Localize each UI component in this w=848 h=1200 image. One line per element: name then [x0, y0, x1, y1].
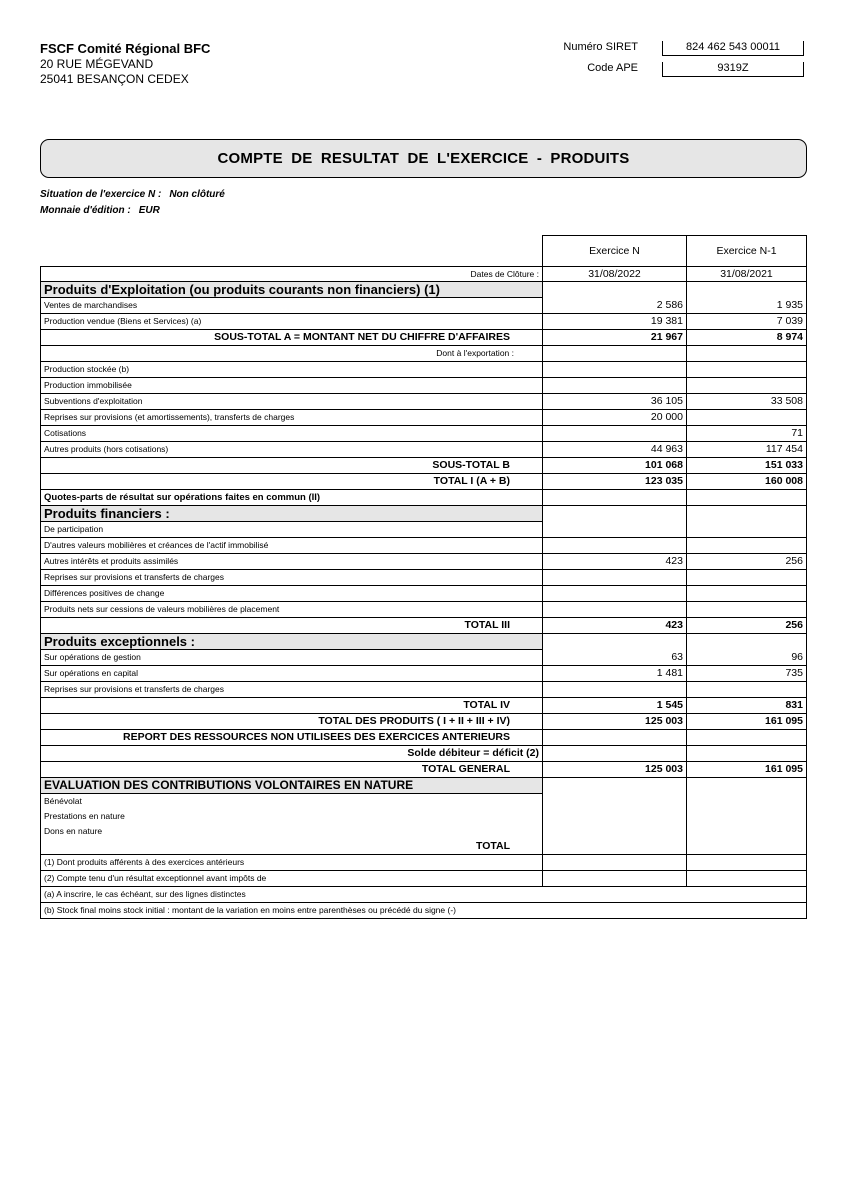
- row-value-n: 19 381: [543, 314, 687, 330]
- total-3-n1: 256: [687, 618, 807, 634]
- table-row: [41, 426, 807, 442]
- row-label: Ventes de marchandises: [41, 298, 543, 314]
- row-value-n: 36 105: [543, 394, 687, 410]
- total-3-row: [41, 618, 807, 634]
- row-value-n: [543, 378, 687, 394]
- eval-row: [41, 794, 807, 810]
- row-label: Prestations en nature: [41, 809, 543, 824]
- row-value-n1: [687, 570, 807, 586]
- quotes-parts-row: [41, 490, 807, 506]
- table-row: [41, 522, 807, 538]
- total-4-row: [41, 698, 807, 714]
- row-value-n: [543, 362, 687, 378]
- total-4-label: TOTAL IV: [41, 698, 543, 714]
- row-label: Différences positives de change: [41, 586, 543, 602]
- subtotal-a-n: 21 967: [543, 330, 687, 346]
- subtotal-a-label: SOUS-TOTAL A = MONTANT NET DU CHIFFRE D'AFFAIRES: [41, 330, 543, 346]
- row-label: Production immobilisée: [41, 378, 543, 394]
- table-row: [41, 442, 807, 458]
- row-value-n1: 256: [687, 554, 807, 570]
- note-row: [41, 887, 807, 903]
- row-value-n: 2 586: [543, 298, 687, 314]
- ape-value: 9319Z: [662, 62, 804, 77]
- closing-date-n1: 31/08/2021: [687, 267, 807, 282]
- total-general-n1: 161 095: [687, 762, 807, 778]
- table-row: [41, 410, 807, 426]
- currency-value: EUR: [138, 205, 160, 216]
- row-label: Cotisations: [41, 426, 543, 442]
- address-line-1: 20 RUE MÉGEVAND: [40, 57, 154, 71]
- row-label: Reprises sur provisions (et amortissements), transferts de charges: [41, 410, 543, 426]
- total-3-n: 423: [543, 618, 687, 634]
- total-4-n: 1 545: [543, 698, 687, 714]
- closing-dates-row: [41, 267, 807, 282]
- siret-value: 824 462 543 00011: [662, 41, 804, 56]
- row-label: D'autres valeurs mobilières et créances de l'actif immobilisé: [41, 538, 543, 554]
- row-value-n1: 7 039: [687, 314, 807, 330]
- total-general-n: 125 003: [543, 762, 687, 778]
- table-row: [41, 378, 807, 394]
- row-label: De participation: [41, 522, 543, 538]
- siret-label: Numéro SIRET: [563, 41, 638, 53]
- subtotal-a-row: [41, 330, 807, 346]
- column-header-n: Exercice N: [543, 236, 687, 267]
- table-row: [41, 538, 807, 554]
- table-row: [41, 682, 807, 698]
- address-line-2: 25041 BESANÇON CEDEX: [40, 72, 189, 86]
- table-row: [41, 650, 807, 666]
- note-row: [41, 855, 807, 871]
- situation-line: [40, 189, 225, 200]
- note-text: (b) Stock final moins stock initial : montant de la variation en moins entre parenthèses ou précédé du signe (-): [41, 903, 807, 919]
- row-value-n: 423: [543, 554, 687, 570]
- subtotal-b-n: 101 068: [543, 458, 687, 474]
- total-3-label: TOTAL III: [41, 618, 543, 634]
- row-value-n1: [687, 410, 807, 426]
- row-value-n: [543, 570, 687, 586]
- row-value-n1: [687, 586, 807, 602]
- table-row: [41, 666, 807, 682]
- closing-date-n: 31/08/2022: [543, 267, 687, 282]
- total-1-n1: 160 008: [687, 474, 807, 490]
- row-value-n: 20 000: [543, 410, 687, 426]
- solde-label: Solde débiteur = déficit (2): [41, 746, 543, 762]
- row-value-n: 44 963: [543, 442, 687, 458]
- quotes-parts-label: Quotes-parts de résultat sur opérations faites en commun (II): [41, 490, 543, 506]
- row-value-n1: [687, 602, 807, 618]
- total-1-label: TOTAL I (A + B): [41, 474, 543, 490]
- table-row: [41, 586, 807, 602]
- section-title: EVALUATION DES CONTRIBUTIONS VOLONTAIRES EN NATURE: [41, 778, 543, 794]
- row-value-n1: [687, 378, 807, 394]
- note-text: (2) Compte tenu d'un résultat exceptionnel avant impôts de: [41, 871, 543, 887]
- income-statement-table: [40, 235, 807, 919]
- total-general-label: TOTAL GENERAL: [41, 762, 543, 778]
- table-row: [41, 314, 807, 330]
- currency-label: Monnaie d'édition :: [40, 205, 131, 216]
- note-row: [41, 871, 807, 887]
- row-label: Autres produits (hors cotisations): [41, 442, 543, 458]
- ape-label: Code APE: [587, 62, 638, 74]
- eval-row: [41, 809, 807, 824]
- row-label: Subventions d'exploitation: [41, 394, 543, 410]
- row-label: Production stockée (b): [41, 362, 543, 378]
- column-header-n1: Exercice N-1: [687, 236, 807, 267]
- total-produits-row: [41, 714, 807, 730]
- solde-row: [41, 746, 807, 762]
- total-produits-n: 125 003: [543, 714, 687, 730]
- row-value-n1: [687, 538, 807, 554]
- row-value-n1: [687, 362, 807, 378]
- subtotal-b-row: [41, 458, 807, 474]
- section-exceptionnels: [41, 634, 807, 650]
- row-label: Produits nets sur cessions de valeurs mobilières de placement: [41, 602, 543, 618]
- row-value-n1: 117 454: [687, 442, 807, 458]
- row-label: Bénévolat: [41, 794, 543, 810]
- section-title: Produits financiers :: [41, 506, 543, 522]
- table-row: [41, 362, 807, 378]
- situation-label: Situation de l'exercice N :: [40, 189, 162, 200]
- section-title: Produits exceptionnels :: [41, 634, 543, 650]
- total-produits-n1: 161 095: [687, 714, 807, 730]
- row-value-n: [543, 426, 687, 442]
- organization-name: FSCF Comité Régional BFC: [40, 41, 211, 56]
- table-row: [41, 570, 807, 586]
- table-row: [41, 554, 807, 570]
- total-4-n1: 831: [687, 698, 807, 714]
- subtotal-b-n1: 151 033: [687, 458, 807, 474]
- row-value-n1: 96: [687, 650, 807, 666]
- row-label: Autres intérêts et produits assimilés: [41, 554, 543, 570]
- row-value-n: [543, 586, 687, 602]
- row-value-n: [543, 522, 687, 538]
- report-row: [41, 730, 807, 746]
- closing-dates-label: Dates de Clôture :: [41, 267, 543, 282]
- total-1-n: 123 035: [543, 474, 687, 490]
- row-label: Sur opérations en capital: [41, 666, 543, 682]
- currency-line: [40, 205, 160, 216]
- row-label: Reprises sur provisions et transferts de charges: [41, 682, 543, 698]
- row-value-n: [543, 682, 687, 698]
- table-header-row: [41, 236, 807, 267]
- section-title: Produits d'Exploitation (ou produits courants non financiers) (1): [41, 282, 543, 298]
- section-evaluation: [41, 778, 807, 794]
- eval-total-row: [41, 839, 807, 855]
- report-label: REPORT DES RESSOURCES NON UTILISEES DES EXERCICES ANTERIEURS: [41, 730, 543, 746]
- row-value-n1: [687, 682, 807, 698]
- row-value-n: 1 481: [543, 666, 687, 682]
- row-value-n1: 735: [687, 666, 807, 682]
- row-value-n1: [687, 522, 807, 538]
- note-row: [41, 903, 807, 919]
- note-text: (1) Dont produits afférents à des exercices antérieurs: [41, 855, 543, 871]
- total-produits-label: TOTAL DES PRODUITS ( I + II + III + IV): [41, 714, 543, 730]
- total-1-row: [41, 474, 807, 490]
- page-title: COMPTE DE RESULTAT DE L'EXERCICE - PRODUITS: [40, 139, 807, 178]
- eval-total-label: TOTAL: [41, 839, 543, 855]
- row-label: Dons en nature: [41, 824, 543, 839]
- row-label: Reprises sur provisions et transferts de charges: [41, 570, 543, 586]
- row-value-n: [543, 538, 687, 554]
- section-exploitation: [41, 282, 807, 298]
- row-value-n1: 33 508: [687, 394, 807, 410]
- section-financiers: [41, 506, 807, 522]
- eval-row: [41, 824, 807, 839]
- row-value-n1: 71: [687, 426, 807, 442]
- row-value-n: [543, 602, 687, 618]
- row-value-n1: 1 935: [687, 298, 807, 314]
- row-label: Sur opérations de gestion: [41, 650, 543, 666]
- export-row: [41, 346, 807, 362]
- subtotal-a-n1: 8 974: [687, 330, 807, 346]
- table-row: [41, 394, 807, 410]
- row-value-n: 63: [543, 650, 687, 666]
- table-row: [41, 602, 807, 618]
- situation-value: Non clôturé: [169, 189, 225, 200]
- total-general-row: [41, 762, 807, 778]
- note-text: (a) A inscrire, le cas échéant, sur des lignes distinctes: [41, 887, 807, 903]
- row-label: Production vendue (Biens et Services) (a): [41, 314, 543, 330]
- subtotal-b-label: SOUS-TOTAL B: [41, 458, 543, 474]
- export-label: Dont à l'exportation :: [41, 346, 543, 362]
- table-row: [41, 298, 807, 314]
